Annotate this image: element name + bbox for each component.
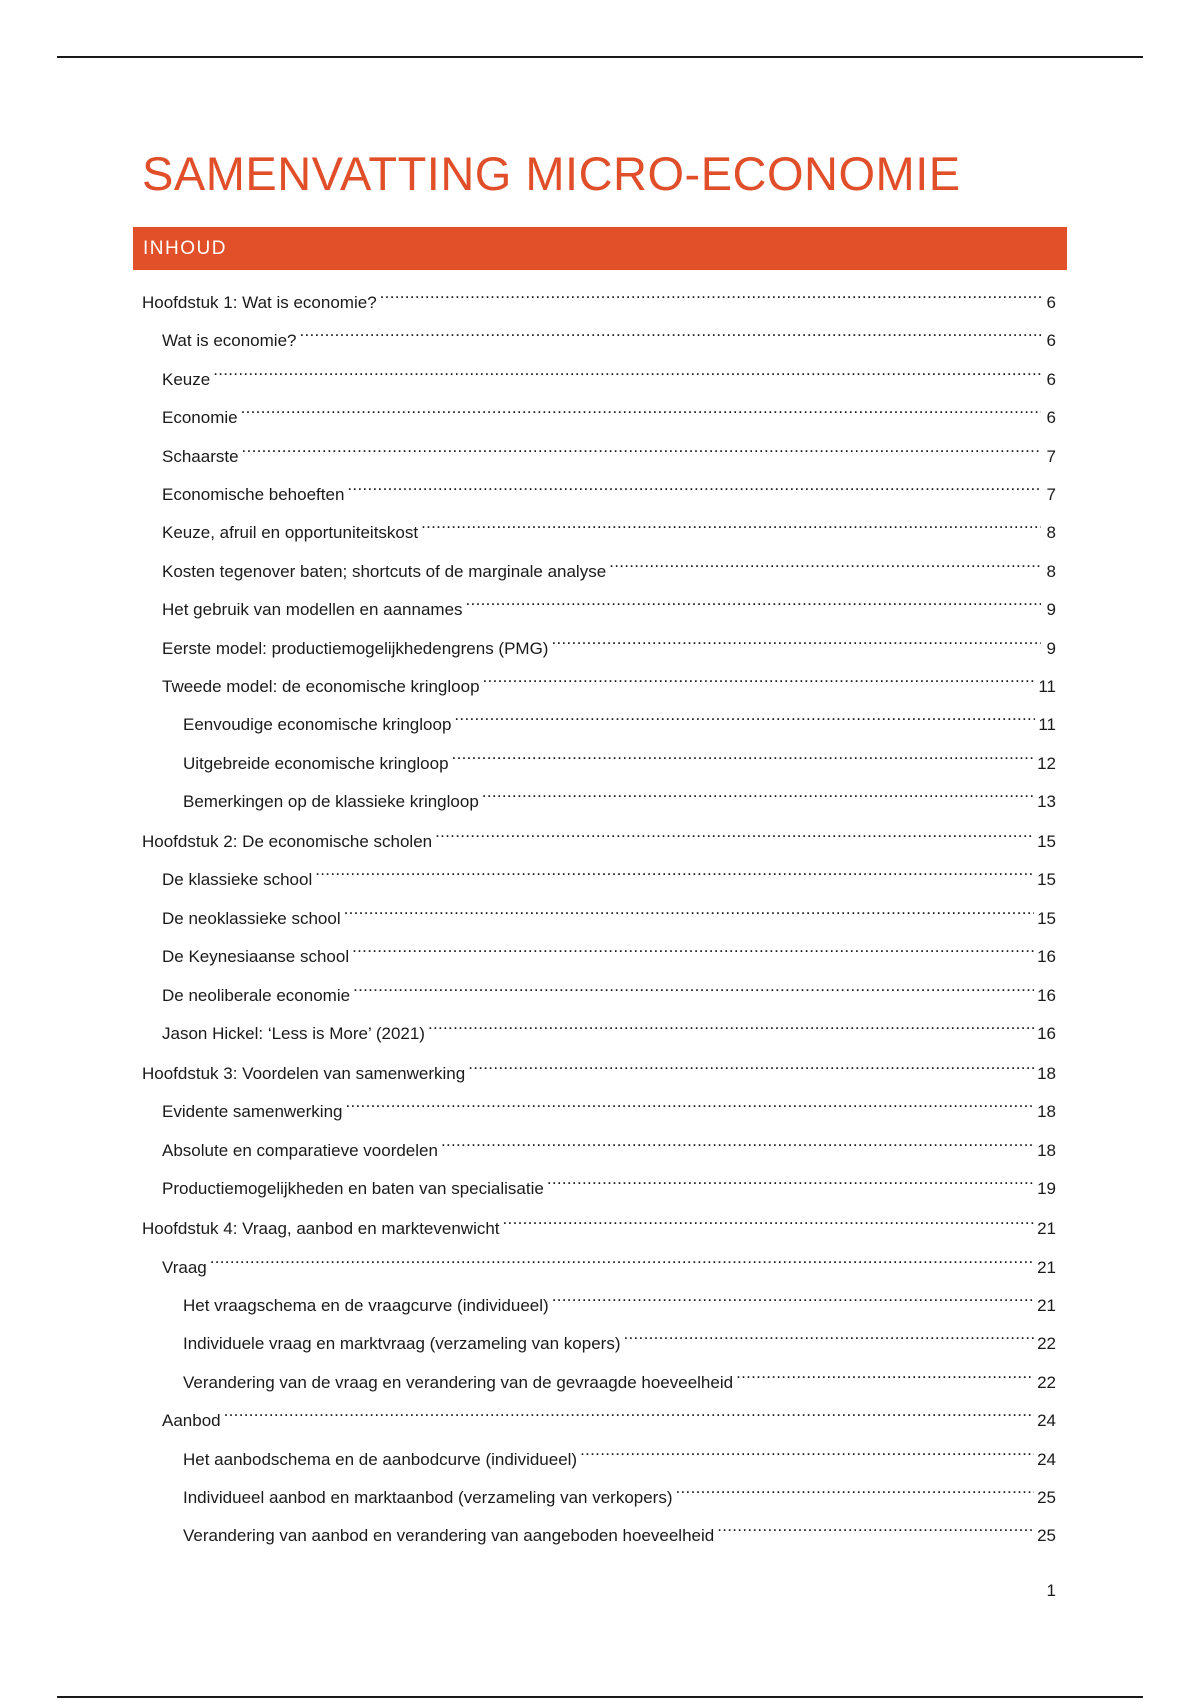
toc-entry-page: 16: [1037, 1024, 1056, 1044]
toc-entry[interactable]: [142, 817, 1056, 855]
toc-entry-title: Productiemogelijkheden en baten van specialisatie: [162, 1179, 544, 1199]
toc-entry-title: Uitgebreide economische kringloop: [183, 753, 449, 773]
toc-entry[interactable]: [142, 971, 1056, 1009]
toc-dot-leader: [421, 508, 1041, 538]
toc-entry[interactable]: [142, 1435, 1056, 1473]
toc-dot-leader: [441, 1126, 1034, 1156]
toc-entry-page: 15: [1037, 832, 1056, 852]
toc-entry-title: Economische behoeften: [162, 484, 345, 504]
toc-entry-title: Keuze, afruil en opportuniteitskost: [162, 523, 419, 543]
toc-dot-leader: [466, 585, 1041, 615]
toc-entry-title: Hoofdstuk 3: Voordelen van samenwerking: [142, 1064, 466, 1083]
toc-entry-title: Eerste model: productiemogelijkhedengrens (PMG): [162, 638, 549, 658]
toc-dot-leader: [717, 1511, 1034, 1541]
toc-entry-title: Individuele vraag en marktvraag (verzameling van kopers): [183, 1334, 621, 1354]
toc-entry-page: 12: [1037, 753, 1056, 773]
toc-entry-title: Wat is economie?: [162, 331, 297, 351]
toc-entry[interactable]: [142, 1126, 1056, 1164]
toc-entry-title: Keuze: [162, 369, 211, 389]
toc-heading: INHOUD: [143, 238, 227, 259]
toc-entry-page: 9: [1046, 638, 1056, 658]
toc-dot-leader: [454, 700, 1035, 730]
toc-dot-leader: [353, 971, 1034, 1001]
toc-dot-leader: [315, 855, 1034, 885]
toc-entry-page: 9: [1046, 600, 1056, 620]
toc-entry[interactable]: [142, 1164, 1056, 1202]
toc-entry-page: 11: [1038, 715, 1056, 735]
toc-dot-leader: [242, 432, 1041, 462]
toc-entry[interactable]: [142, 278, 1056, 316]
toc-entry-title: Het aanbodschema en de aanbodcurve (individueel): [183, 1449, 578, 1469]
toc-entry[interactable]: [142, 1511, 1056, 1549]
toc-dot-leader: [352, 932, 1034, 962]
toc-entry-title: Absolute en comparatieve voordelen: [162, 1140, 438, 1160]
toc-entry-title: Individueel aanbod en marktaanbod (verzameling van verkopers): [183, 1487, 673, 1507]
toc-entry-page: 22: [1037, 1334, 1056, 1354]
toc-entry[interactable]: [142, 355, 1056, 393]
toc-dot-leader: [547, 1164, 1034, 1194]
toc-entry[interactable]: [142, 1319, 1056, 1357]
toc-entry-page: 8: [1046, 523, 1056, 543]
toc-entry-page: 13: [1037, 792, 1056, 812]
toc-entry-page: 22: [1037, 1372, 1056, 1392]
toc-dot-leader: [736, 1358, 1034, 1388]
toc-entry-title: Kosten tegenover baten; shortcuts of de marginale analyse: [162, 561, 607, 581]
toc-entry-page: 21: [1037, 1257, 1056, 1277]
toc-entry-page: 19: [1037, 1179, 1056, 1199]
toc-dot-leader: [345, 1087, 1034, 1117]
toc-dot-leader: [428, 1009, 1034, 1039]
toc-entry[interactable]: [142, 470, 1056, 508]
toc-dot-leader: [347, 470, 1041, 500]
toc-entry[interactable]: [142, 1009, 1056, 1047]
toc-entry[interactable]: [142, 932, 1056, 970]
toc-entry-title: Vraag: [162, 1257, 207, 1277]
toc-dot-leader: [468, 1049, 1034, 1079]
toc-dot-leader: [435, 817, 1034, 847]
toc-entry-page: 11: [1038, 676, 1056, 696]
toc-entry[interactable]: [142, 894, 1056, 932]
toc-dot-leader: [580, 1435, 1034, 1465]
toc-entry[interactable]: [142, 432, 1056, 470]
toc-entry[interactable]: [142, 1473, 1056, 1511]
toc-entry-page: 24: [1037, 1449, 1056, 1469]
toc-dot-leader: [482, 777, 1034, 807]
toc-dot-leader: [551, 624, 1041, 654]
toc-entry-page: 18: [1037, 1140, 1056, 1160]
toc-entry[interactable]: [142, 393, 1056, 431]
toc-entry-page: 6: [1046, 331, 1056, 351]
toc-entry-title: Economie: [162, 408, 238, 428]
toc-entry-page: 6: [1046, 408, 1056, 428]
toc-entry-page: 18: [1037, 1064, 1056, 1083]
toc-entry-title: Het vraagschema en de vraagcurve (individueel): [183, 1295, 549, 1315]
toc-entry[interactable]: [142, 508, 1056, 546]
toc-entry-page: 25: [1037, 1487, 1056, 1507]
toc-entry-page: 21: [1037, 1219, 1056, 1239]
toc-heading-bar: [133, 227, 1067, 270]
toc-dot-leader: [213, 355, 1041, 385]
toc-entry-title: Evidente samenwerking: [162, 1102, 343, 1122]
toc-dot-leader: [344, 894, 1034, 924]
toc-dot-leader: [299, 316, 1041, 346]
toc-entry[interactable]: [142, 624, 1056, 662]
toc-dot-leader: [623, 1319, 1034, 1349]
toc-entry[interactable]: [142, 1281, 1056, 1319]
toc-entry-title: Bemerkingen op de klassieke kringloop: [183, 792, 479, 812]
toc-entry[interactable]: [142, 1087, 1056, 1125]
toc-entry[interactable]: [142, 547, 1056, 585]
toc-entry-title: Hoofdstuk 4: Vraag, aanbod en marktevenwicht: [142, 1219, 500, 1239]
toc-dot-leader: [503, 1204, 1035, 1234]
toc-dot-leader: [676, 1473, 1035, 1503]
toc-entry-title: De neoklassieke school: [162, 908, 341, 928]
toc-entry-title: Aanbod: [162, 1411, 221, 1431]
toc-entry[interactable]: [142, 662, 1056, 700]
toc-dot-leader: [552, 1281, 1034, 1311]
toc-entry-title: De Keynesiaanse school: [162, 947, 350, 967]
toc-dot-leader: [483, 662, 1036, 692]
toc-entry-title: Schaarste: [162, 446, 239, 466]
toc-entry[interactable]: [142, 585, 1056, 623]
toc-entry[interactable]: [142, 700, 1056, 738]
toc-entry-title: Hoofdstuk 2: De economische scholen: [142, 832, 433, 852]
toc-entry-title: Verandering van de vraag en verandering van de gevraagde hoeveelheid: [183, 1372, 734, 1392]
toc-entry[interactable]: [142, 1396, 1056, 1434]
toc-entry[interactable]: [142, 1358, 1056, 1396]
toc-entry-page: 8: [1046, 561, 1056, 581]
toc-entry-page: 16: [1037, 985, 1056, 1005]
toc-entry-page: 21: [1037, 1295, 1056, 1315]
toc-entry-title: Hoofdstuk 1: Wat is economie?: [142, 293, 377, 312]
toc-dot-leader: [452, 739, 1035, 769]
toc-dot-leader: [241, 393, 1041, 423]
toc-entry-page: 15: [1037, 870, 1056, 890]
toc-entry[interactable]: [142, 777, 1056, 815]
toc-entry-title: Jason Hickel: ‘Less is More’ (2021): [162, 1024, 425, 1044]
toc-entry-page: 18: [1037, 1102, 1056, 1122]
toc-dot-leader: [609, 547, 1041, 577]
document-title: SAMENVATTING MICRO-ECONOMIE: [142, 147, 961, 200]
toc-entry-page: 6: [1046, 369, 1056, 389]
toc-entry-page: 16: [1037, 947, 1056, 967]
toc-entry-title: Het gebruik van modellen en aannames: [162, 600, 463, 620]
footer-rule: [57, 1696, 1143, 1698]
toc-entry-page: 7: [1046, 484, 1056, 504]
table-of-contents: [142, 278, 1056, 1550]
toc-entry-title: De neoliberale economie: [162, 985, 351, 1005]
toc-entry-page: 25: [1037, 1526, 1056, 1546]
toc-entry-title: De klassieke school: [162, 870, 313, 890]
toc-entry-page: 15: [1037, 908, 1056, 928]
header-rule: [57, 56, 1143, 58]
toc-entry-page: 24: [1037, 1411, 1056, 1431]
toc-entry[interactable]: [142, 1204, 1056, 1242]
toc-entry-page: 6: [1046, 293, 1056, 312]
toc-dot-leader: [380, 278, 1041, 308]
toc-entry[interactable]: [142, 1049, 1056, 1087]
toc-dot-leader: [210, 1243, 1034, 1273]
toc-dot-leader: [224, 1396, 1034, 1426]
toc-entry-title: Verandering van aanbod en verandering van aangeboden hoeveelheid: [183, 1526, 715, 1546]
toc-entry[interactable]: [142, 739, 1056, 777]
toc-entry[interactable]: [142, 316, 1056, 354]
toc-entry-page: 7: [1046, 446, 1056, 466]
page-number: 1: [1046, 1581, 1056, 1600]
toc-entry-title: Eenvoudige economische kringloop: [183, 715, 452, 735]
toc-entry[interactable]: [142, 1243, 1056, 1281]
toc-entry[interactable]: [142, 855, 1056, 893]
toc-entry-title: Tweede model: de economische kringloop: [162, 676, 480, 696]
